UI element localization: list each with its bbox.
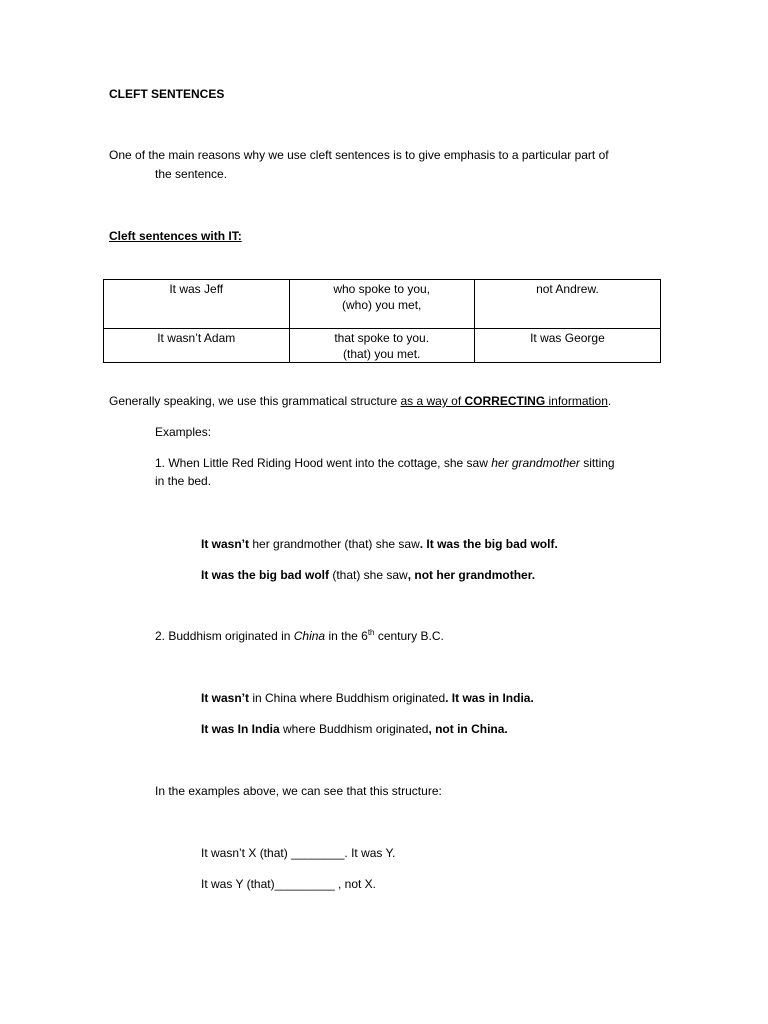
example-1-line-2: in the bed. [155, 474, 212, 488]
example-2-sentence-2: It was In India where Buddhism originated, not in China. [201, 722, 508, 736]
table-cell: not Andrew. [474, 280, 660, 329]
table-row [104, 280, 661, 329]
example-1-sentence-1: It wasn’t her grandmother (that) she saw. It was the big bad wolf. [201, 537, 558, 551]
intro-line-1: One of the main reasons why we use cleft sentences is to give emphasis to a particular part of [109, 148, 609, 162]
examples-label: Examples: [155, 425, 212, 439]
section-heading: Cleft sentences with IT: [109, 229, 242, 243]
example-1-sentence-2: It was the big bad wolf (that) she saw, not her grandmother. [201, 568, 536, 582]
structure-intro: In the examples above, we can see that this structure: [155, 784, 442, 798]
general-statement: Generally speaking, we use this grammatical structure as a way of CORRECTING information. [109, 394, 612, 408]
table-row [104, 329, 661, 363]
example-2-line: 2. Buddhism originated in China in the 6th century B.C. [155, 628, 444, 643]
table-cell: who spoke to you, (who) you met, [289, 280, 474, 329]
example-1-line-1: 1. When Little Red Riding Hood went into the cottage, she saw her grandmother sitting [155, 456, 615, 470]
cleft-table [103, 279, 661, 363]
table-cell: It was George [474, 329, 660, 363]
page-title: CLEFT SENTENCES [109, 87, 225, 101]
structure-line-1: It wasn’t X (that) ________. It was Y. [201, 846, 396, 860]
table-cell: It wasn’t Adam [104, 329, 290, 363]
example-2-sentence-1: It wasn’t in China where Buddhism originated. It was in India. [201, 691, 534, 705]
intro-line-2: the sentence. [155, 167, 228, 181]
table-cell: It was Jeff [104, 280, 290, 329]
structure-line-2: It was Y (that)_________ , not X. [201, 877, 377, 891]
table-cell: that spoke to you. (that) you met. [289, 329, 474, 363]
